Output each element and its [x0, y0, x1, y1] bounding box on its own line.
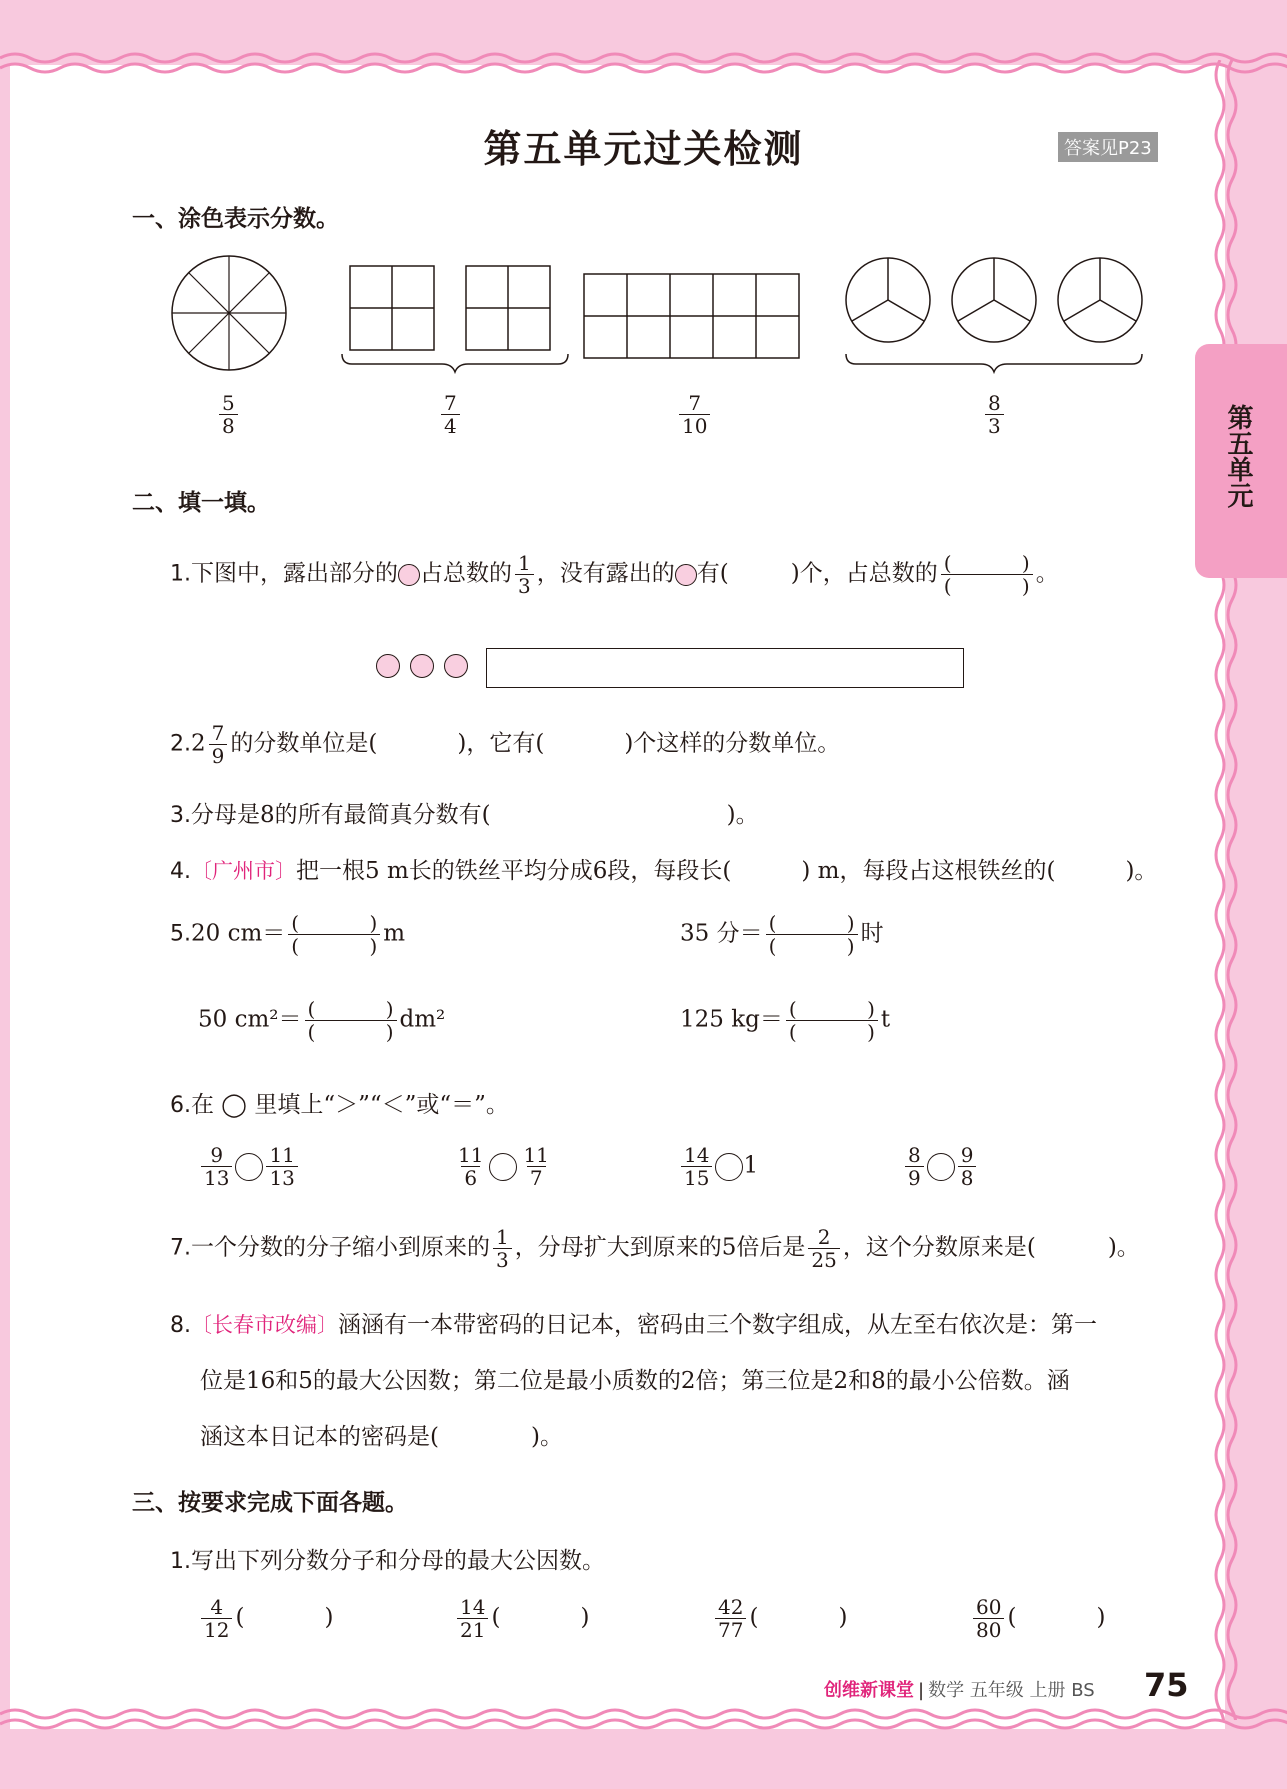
fraction-5-8: $\frac{5}{8}$ — [219, 392, 238, 437]
compare-item-3: $\frac{14}{15}$ 1 — [678, 1144, 758, 1189]
compare-circle[interactable] — [715, 1153, 743, 1181]
question-2-6: 6.在 ◯ 里填上“＞”“＜”或“＝”。 — [170, 1092, 509, 1118]
compare-item-1: $\frac{9}{13}$ $\frac{11}{13}$ — [198, 1144, 301, 1189]
question-2-4: 4.〔广州市〕把一根5 m长的铁丝平均分成6段，每段长( ) m，每段占这根铁丝的( )。 — [170, 858, 1158, 884]
question-2-7: 7.一个分数的分子缩小到原来的 $\frac{1}{3}$ ，分母扩大到原来的5倍后是 $\frac{2}{25}$ ，这个分数原来是( )。 — [170, 1225, 1140, 1272]
compare-circle[interactable] — [489, 1153, 517, 1181]
gcd-item-4: $\frac{60}{80}$ ( ) — [970, 1596, 1105, 1641]
pink-circle-icon — [444, 654, 468, 678]
footer-brand: 创维新课堂 — [824, 1680, 914, 1701]
answer-fraction-blank[interactable]: ( ) ( ) — [766, 912, 858, 957]
compare-item-2: $\frac{11}{6}$ $\frac{11}{7}$ — [458, 1143, 549, 1190]
gcd-item-1: $\frac{4}{12}$ ( ) — [198, 1596, 333, 1641]
answer-fraction-blank[interactable]: ( ) ( ) — [941, 552, 1033, 597]
section1-title: 一、涂色表示分数。 — [132, 206, 339, 232]
hidden-circles-figure — [376, 654, 468, 678]
unit-side-tab — [1195, 344, 1287, 578]
page-number: 75 — [1144, 1666, 1189, 1704]
answer-reference: 答案见P23 — [1058, 132, 1158, 162]
question-2-5c: 50 cm²＝ ( ) ( ) dm² — [198, 997, 446, 1044]
section2-title: 二、填一填。 — [132, 490, 270, 516]
gcd-item-3: $\frac{42}{77}$ ( ) — [712, 1596, 847, 1641]
squares-quarters — [342, 266, 568, 372]
question-2-8-line2: 位是16和5的最大公因数；第二位是最小质数的2倍；第三位是2和8的最小公倍数。涵 — [200, 1368, 1070, 1394]
fraction-7-4: $\frac{7}{4}$ — [441, 392, 460, 437]
question-2-8: 8.〔长春市改编〕涵涵有一本带密码的日记本，密码由三个数字组成，从左至右依次是：第一 — [170, 1312, 1097, 1338]
fraction-7-10: $\frac{7}{10}$ — [679, 392, 710, 437]
section3-title: 三、按要求完成下面各题。 — [132, 1490, 408, 1516]
pink-circle-icon — [376, 654, 400, 678]
question-3-1: 1.写出下列分数分子和分母的最大公因数。 — [170, 1548, 605, 1574]
gcd-item-2: $\frac{14}{21}$ ( ) — [454, 1596, 589, 1641]
answer-fraction-blank[interactable]: ( ) ( ) — [305, 998, 397, 1043]
compare-item-4: $\frac{8}{9}$ $\frac{9}{8}$ — [902, 1144, 979, 1189]
answer-fraction-blank[interactable]: ( ) ( ) — [288, 912, 380, 957]
answer-fraction-blank[interactable]: ( ) ( ) — [786, 998, 878, 1043]
circle-eighths — [172, 256, 286, 370]
pink-circle-icon — [398, 564, 420, 586]
cover-rectangle — [486, 648, 964, 688]
question-2-1: 1.下图中，露出部分的 占总数的 $\frac{1}{3}$ ，没有露出的 有( )个，占总数的 ( ) ( ) 。 — [170, 551, 1059, 598]
footer: 创维新课堂 | 数学 五年级 上册 BS — [824, 1680, 1095, 1701]
circles-thirds — [846, 258, 1142, 372]
question-2-3: 3.分母是8的所有最简真分数有( )。 — [170, 802, 759, 828]
page-title: 第五单元过关检测 — [483, 127, 804, 171]
question-2-5d: 125 kg＝ ( ) ( ) t — [680, 997, 891, 1044]
fraction-8-3: $\frac{8}{3}$ — [985, 392, 1004, 437]
question-2-2: 2.2 $\frac{7}{9}$ 的分数单位是( )，它有( )个这样的分数单位。 — [170, 721, 841, 768]
compare-circle[interactable] — [927, 1153, 955, 1181]
source-tag: 〔长春市改编〕 — [191, 1313, 338, 1337]
footer-info: 数学 五年级 上册 BS — [928, 1680, 1095, 1701]
question-2-5b: 35 分＝ ( ) ( ) 时 — [680, 911, 884, 958]
compare-circle[interactable] — [235, 1153, 263, 1181]
source-tag: 〔广州市〕 — [191, 859, 296, 883]
shading-figures — [160, 250, 1160, 380]
question-2-8-line3: 涵这本日记本的密码是( )。 — [200, 1424, 563, 1450]
rectangle-tenths — [584, 274, 799, 358]
unit-side-tab-label: 第五单元 — [1223, 404, 1253, 508]
pink-circle-icon — [410, 654, 434, 678]
question-2-5a: 5.20 cm＝ ( ) ( ) m — [170, 911, 406, 958]
pink-circle-icon — [675, 564, 697, 586]
